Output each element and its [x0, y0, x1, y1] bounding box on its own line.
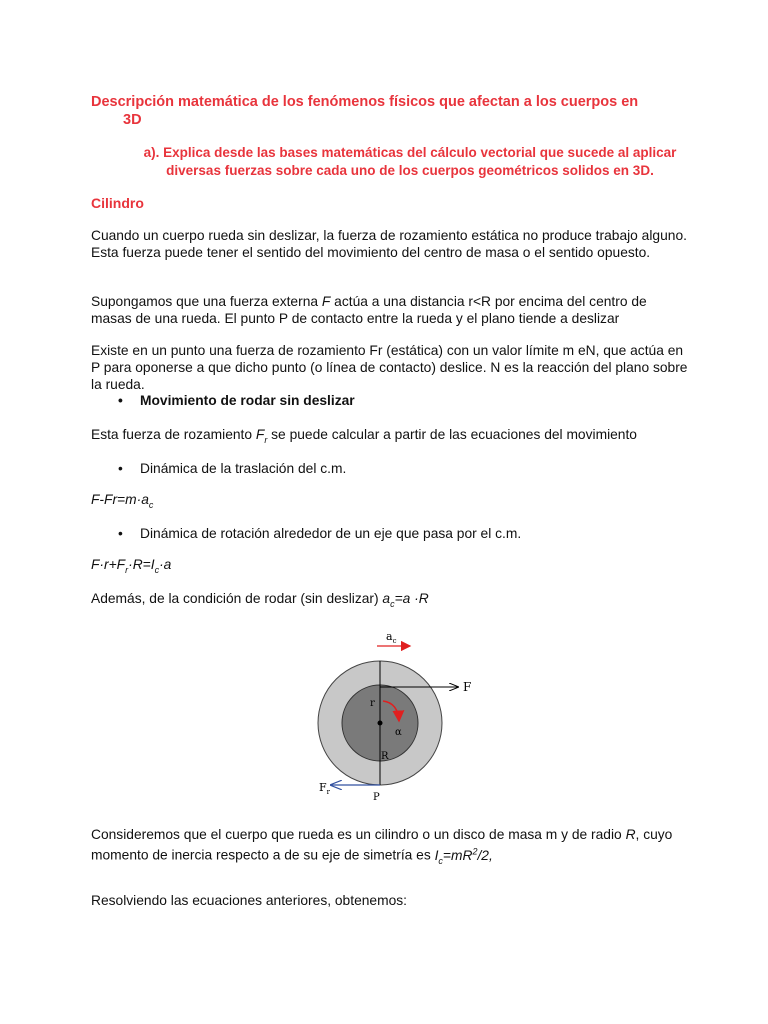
bullet-dot-icon: • — [118, 526, 123, 541]
title-line-1: Descripción matemática de los fenómenos físicos que afectan a los cuerpos en — [91, 94, 639, 110]
label-ac: $a_c$ — [386, 630, 397, 645]
bullet-dot-icon: • — [118, 461, 123, 476]
paragraph-solving: Resolviendo las ecuaciones anteriores, obtenemos: — [91, 893, 407, 908]
label-Fr: $F_r$ — [319, 781, 330, 796]
section-heading: Cilindro — [91, 195, 144, 211]
paragraph-rolling-condition: Además, de la condición de rodar (sin deslizar) $a_c=a \cdot R$ — [91, 591, 429, 609]
document-title — [91, 93, 691, 129]
label-P: P — [373, 792, 380, 803]
label-F: F — [463, 680, 472, 694]
bullet-rotation: • Dinámica de rotación alrededor de un eje que pasa por el c.m. — [118, 526, 522, 541]
label-r: r — [370, 698, 375, 709]
bullet-rolling-motion: • Movimiento de rodar sin deslizar — [118, 393, 355, 408]
bullet-dot-icon: • — [118, 393, 123, 408]
title-line-2: 3D — [123, 112, 142, 128]
bullet-translation: • Dinámica de la traslación del c.m. — [118, 461, 347, 476]
label-alpha: α — [395, 727, 402, 738]
equation-translation: $F-Fr=m\cdot a_c$ — [91, 492, 154, 510]
equation-rotation: $F\cdot r+F_r\cdot R=I_c\cdot a$ — [91, 557, 172, 575]
paragraph-friction-force: Esta fuerza de rozamiento $F_r$ se puede calcular a partir de las ecuaciones del movimiento — [91, 427, 637, 445]
label-R: R — [381, 751, 389, 762]
paragraph-rolling: Cuando un cuerpo rueda sin deslizar, la fuerza de rozamiento estática no produce trabajo alguno. Esta fuerza puede tener el sentido del movimiento del centro de masa o el sentido opuesto. — [91, 228, 687, 260]
paragraph-cylinder-inertia: Consideremos que el cuerpo que rueda es un cilindro o un disco de masa m y de radio R, cuyo momento de inercia respecto a de su eje de simetría es $I_c=mR^2/2$, — [91, 827, 673, 866]
center-point — [378, 721, 383, 726]
rolling-cylinder-diagram — [295, 625, 495, 810]
paragraph-friction: Existe en un punto una fuerza de rozamiento Fr (estática) con un valor límite m eN, que actúa en P para oponerse a que dicho punto (o línea de contacto) deslice. N es la reacción del plano sobre la rueda. — [91, 343, 688, 392]
question-heading: a). Explica desde las bases matemáticas del cálculo vectorial que sucede al aplicar diversas fuerzas sobre cada uno de los cuerpos geométricos solidos en 3D. — [143, 145, 677, 178]
paragraph-external-force: Supongamos que una fuerza externa F actúa a una distancia r<R por encima del centro de masas de una rueda. El punto P de contacto entre la rueda y el plano tiende a deslizar — [91, 294, 647, 326]
